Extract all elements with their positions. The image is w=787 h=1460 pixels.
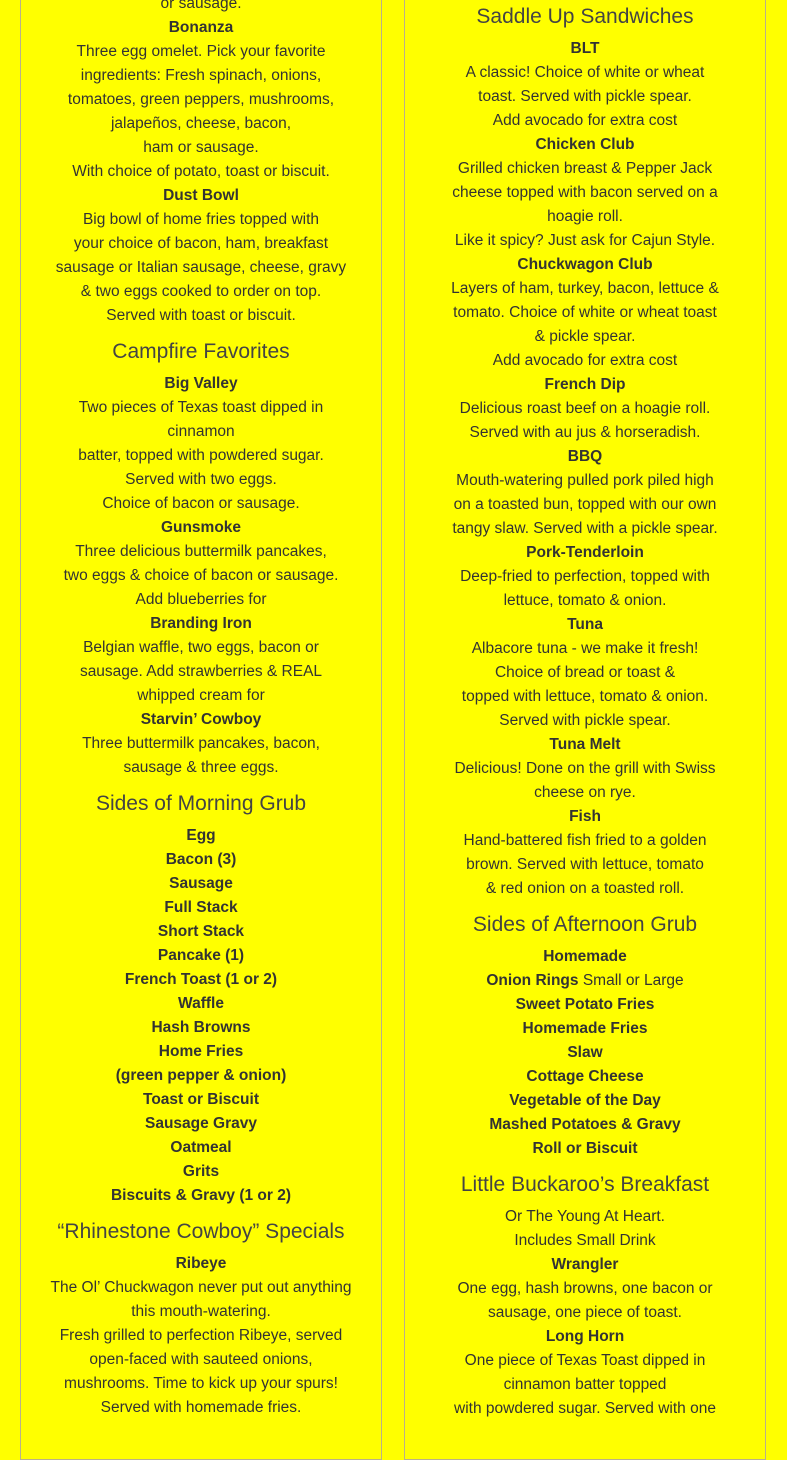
menu-item-description: Served with toast or biscuit. <box>106 307 296 324</box>
menu-item-description: topped with lettuce, tomato & onion. <box>461 688 709 705</box>
side-item: French Toast (1 or 2) <box>124 971 278 988</box>
menu-item-description: whipped cream for <box>137 687 265 704</box>
menu-item-name: BLT <box>570 40 600 57</box>
side-item: Egg <box>186 827 216 844</box>
side-item: Sausage <box>169 875 233 892</box>
side-item: Slaw <box>567 1044 603 1061</box>
menu-item-description: cinnamon batter topped <box>503 1376 667 1393</box>
right-menu-content <box>419 0 751 1421</box>
menu-item-name: French Dip <box>544 376 626 393</box>
menu-item-description: Three delicious buttermilk pancakes, <box>75 543 327 560</box>
section-subtitle: Or The Young At Heart. <box>505 1208 665 1225</box>
menu-item-description: mushrooms. Time to kick up your spurs! <box>64 1375 338 1392</box>
menu-item-description: cinnamon <box>167 423 235 440</box>
menu-item-description: or sausage. <box>160 0 242 12</box>
section-title-saddle-up-sandwiches: Saddle Up Sandwiches <box>476 5 694 28</box>
menu-item-description: brown. Served with lettuce, tomato <box>466 856 704 873</box>
menu-item-name: Tuna <box>567 616 603 633</box>
side-item: Pancake (1) <box>157 947 245 964</box>
menu-item-description: open-faced with sauteed onions, <box>89 1351 313 1368</box>
menu-item-description: Two pieces of Texas toast dipped in <box>78 399 324 416</box>
menu-item-description: this mouth-watering. <box>131 1303 271 1320</box>
section-title-campfire-favorites: Campfire Favorites <box>112 340 290 363</box>
menu-item-name: Branding Iron <box>150 615 252 632</box>
menu-item-name: Gunsmoke <box>160 519 242 536</box>
menu-item-description: Big bowl of home fries topped with <box>82 211 320 228</box>
menu-item-name: Long Horn <box>545 1328 625 1345</box>
menu-item-description: with powdered sugar. Served with one <box>454 1400 716 1417</box>
menu-item-description: Fresh grilled to perfection Ribeye, served <box>59 1327 343 1344</box>
menu-item-description: ingredients: Fresh spinach, onions, <box>80 67 322 84</box>
menu-item-description: on a toasted bun, topped with our own <box>453 496 717 513</box>
left-menu-column <box>20 0 382 1460</box>
menu-item-name: Chuckwagon Club <box>517 256 653 273</box>
menu-item-description: Choice of bacon or sausage. <box>102 495 300 512</box>
menu-item-description: sausage, one piece of toast. <box>488 1304 682 1321</box>
menu-item-description: tomato. Choice of white or wheat toast <box>453 304 717 321</box>
menu-item-name: Chicken Club <box>535 136 635 153</box>
side-item: (green pepper & onion) <box>115 1067 287 1084</box>
menu-item-description: Delicious roast beef on a hoagie roll. <box>459 400 711 417</box>
menu-item-description: sausage or Italian sausage, cheese, gravy <box>55 259 347 276</box>
side-item: Toast or Biscuit <box>143 1091 259 1108</box>
menu-item-description: Three egg omelet. Pick your favorite <box>76 43 326 60</box>
side-item: Sausage Gravy <box>144 1115 257 1132</box>
side-item: Homemade Fries <box>522 1020 648 1037</box>
menu-item-description: One egg, hash browns, one bacon or <box>457 1280 713 1297</box>
menu-item-description: Mouth-watering pulled pork piled high <box>456 472 714 489</box>
side-item: Hash Browns <box>151 1019 251 1036</box>
menu-item-description: Served with homemade fries. <box>100 1399 302 1416</box>
menu-item-description: sausage. Add strawberries & REAL <box>79 663 323 680</box>
section-title-sides-morning: Sides of Morning Grub <box>95 792 307 815</box>
side-item: Cottage Cheese <box>526 1068 644 1085</box>
menu-item-name: Dust Bowl <box>163 187 239 204</box>
side-item: Oatmeal <box>170 1139 232 1156</box>
side-item: Roll or Biscuit <box>532 1140 638 1157</box>
menu-item-description: toast. Served with pickle spear. <box>478 88 692 105</box>
side-item: Mashed Potatoes & Gravy <box>489 1116 681 1133</box>
menu-item-description: Like it spicy? Just ask for Cajun Style. <box>454 232 716 249</box>
menu-item-description: tangy slaw. Served with a pickle spear. <box>452 520 718 537</box>
section-subtitle: Includes Small Drink <box>514 1232 656 1249</box>
menu-item-description: & red onion on a toasted roll. <box>485 880 685 897</box>
menu-item-description: & two eggs cooked to order on top. <box>80 283 322 300</box>
menu-item-description: Served with two eggs. <box>125 471 277 488</box>
side-item: Grits <box>182 1163 220 1180</box>
right-menu-column <box>404 0 766 1460</box>
menu-item-description: Add avocado for extra cost <box>492 352 678 369</box>
section-title-rhinestone-specials: “Rhinestone Cowboy” Specials <box>57 1220 345 1243</box>
menu-item-description: lettuce, tomato & onion. <box>503 592 667 609</box>
menu-item-name: Starvin’ Cowboy <box>140 711 262 728</box>
side-item: Biscuits & Gravy (1 or 2) <box>110 1187 292 1204</box>
menu-item-description: two eggs & choice of bacon or sausage. <box>63 567 339 584</box>
menu-item-description: Choice of bread or toast & <box>494 664 676 681</box>
section-title-sides-afternoon: Sides of Afternoon Grub <box>472 913 698 936</box>
side-item: Waffle <box>178 995 224 1012</box>
menu-item-name: Bonanza <box>168 19 234 36</box>
menu-item-name: Pork-Tenderloin <box>526 544 644 561</box>
menu-item-description: your choice of bacon, ham, breakfast <box>73 235 329 252</box>
menu-item-description: & pickle spear. <box>534 328 636 345</box>
menu-item-description: Hand-battered fish fried to a golden <box>463 832 707 849</box>
side-item: Home Fries <box>158 1043 244 1060</box>
onion-rings-sizes: Small or Large <box>578 972 684 989</box>
menu-item-name: Fish <box>569 808 601 825</box>
menu-item-description: cheese on rye. <box>534 784 636 801</box>
menu-item-description: Add avocado for extra cost <box>492 112 678 129</box>
menu-item-description: With choice of potato, toast or biscuit. <box>72 163 330 180</box>
menu-item-description: batter, topped with powdered sugar. <box>78 447 324 464</box>
onion-rings-name: Onion Rings <box>486 972 579 989</box>
menu-item-description: Albacore tuna - we make it fresh! <box>471 640 699 657</box>
menu-item-description: Deep-fried to perfection, topped with <box>460 568 710 585</box>
menu-item-description: The Ol’ Chuckwagon never put out anything <box>50 1279 352 1296</box>
menu-item-name: Wrangler <box>551 1256 619 1273</box>
menu-item-description: Grilled chicken breast & Pepper Jack <box>457 160 713 177</box>
side-item: Sweet Potato Fries <box>515 996 655 1013</box>
menu-item-description: A classic! Choice of white or wheat <box>465 64 705 81</box>
menu-item-description: Belgian waffle, two eggs, bacon or <box>83 639 319 656</box>
menu-item-description: Layers of ham, turkey, bacon, lettuce & <box>451 280 719 297</box>
menu-item-description: tomatoes, green peppers, mushrooms, <box>67 91 335 108</box>
menu-item-description: sausage & three eggs. <box>123 759 279 776</box>
left-menu-content <box>35 0 367 1420</box>
menu-item-description: Add blueberries for <box>135 591 267 608</box>
side-item: Full Stack <box>164 899 238 916</box>
menu-item-description: cheese topped with bacon served on a <box>452 184 718 201</box>
menu-item-description: ham or sausage. <box>143 139 259 156</box>
menu-item-description: One piece of Texas Toast dipped in <box>464 1352 706 1369</box>
menu-item-name: BBQ <box>567 448 603 465</box>
menu-item-description: hoagie roll. <box>547 208 623 225</box>
menu-item-description: jalapeños, cheese, bacon, <box>110 115 292 132</box>
menu-item-description: Three buttermilk pancakes, bacon, <box>82 735 320 752</box>
menu-item-description: Served with au jus & horseradish. <box>469 424 701 441</box>
menu-item-name: Big Valley <box>164 375 238 392</box>
side-item-onion-rings <box>419 969 751 993</box>
side-item: Bacon (3) <box>165 851 237 868</box>
side-item: Vegetable of the Day <box>509 1092 661 1109</box>
side-item: Short Stack <box>157 923 245 940</box>
menu-item-name: Tuna Melt <box>549 736 621 753</box>
section-title-little-buckaroo: Little Buckaroo’s Breakfast <box>460 1173 710 1196</box>
menu-item-description: Delicious! Done on the grill with Swiss <box>454 760 716 777</box>
menu-item-name: Ribeye <box>175 1255 227 1272</box>
side-item-homemade: Homemade <box>543 948 627 965</box>
menu-item-description: Served with pickle spear. <box>499 712 671 729</box>
